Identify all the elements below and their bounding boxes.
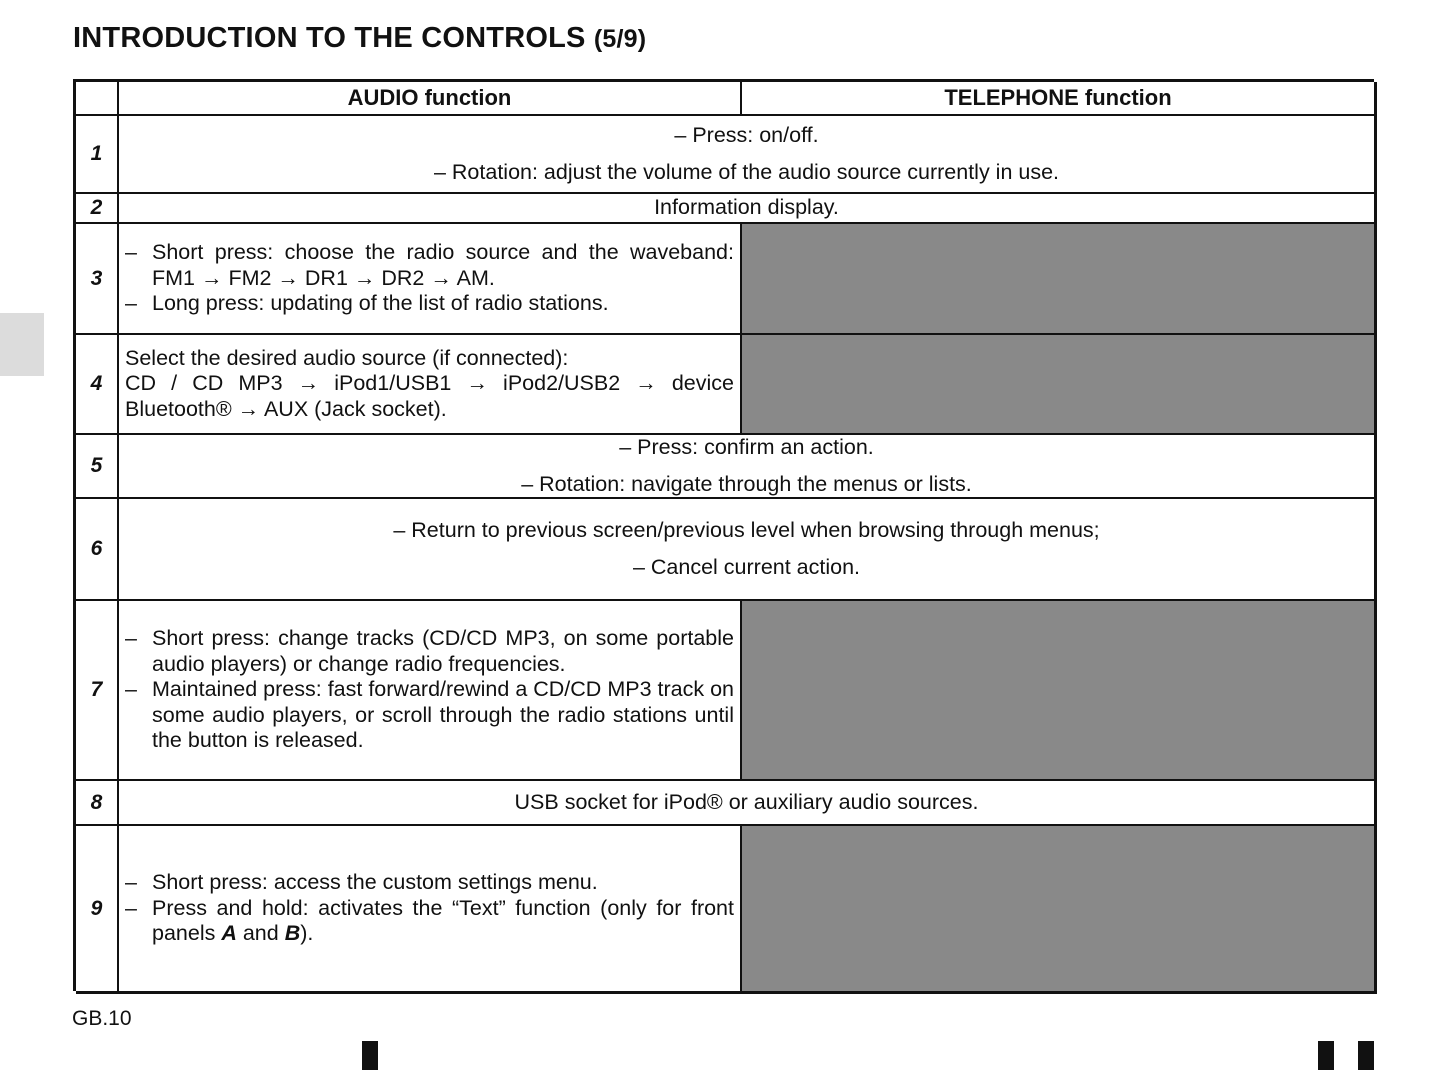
bullet-text: Maintained press: fast forward/rewind a CD/CD MP3 track on some audio players, or scroll through the radio stations until the button is released. [152, 677, 734, 753]
row-9-audio-description [119, 826, 742, 994]
bullet-text-before: Press and hold: activates the “Text” function (only for front panels [152, 895, 734, 946]
page-title-main: INTRODUCTION TO THE CONTROLS [73, 22, 586, 54]
header-number-cell [76, 82, 119, 116]
row-number-1: 1 [76, 116, 119, 194]
row-number-8: 8 [76, 781, 119, 826]
row-number-3: 3 [76, 224, 119, 335]
row-2-line: Information display. [654, 195, 839, 220]
row-number-7: 7 [76, 601, 119, 781]
bullet-dash: – [125, 677, 137, 702]
row-9-bullet-short-press [125, 870, 734, 896]
row-8-description [119, 781, 1377, 826]
row-7-bullet-maintained-press [125, 677, 734, 754]
row-9-telephone-empty [742, 826, 1377, 994]
row-8-line: USB socket for iPod® or auxiliary audio sources. [514, 789, 979, 814]
row-5-description [119, 435, 1377, 499]
row-5-line-rotation: – Rotation: navigate through the menus or lists. [521, 471, 972, 496]
bullet-text: Short press: access the custom settings menu. [152, 870, 598, 895]
row-3-telephone-empty [742, 224, 1377, 335]
bullet-text [152, 896, 734, 947]
panel-a-label: A [221, 921, 237, 946]
row-3-audio-description [119, 224, 742, 335]
row-4-telephone-empty [742, 335, 1377, 435]
row-1-description [119, 116, 1377, 194]
header-telephone-function: TELEPHONE function [742, 82, 1377, 116]
bullet-text: Short press: choose the radio source and the waveband: FM1 → FM2 → DR1 → DR2 → AM. [152, 240, 734, 290]
panel-b-label: B [284, 921, 301, 946]
page-number: GB.10 [72, 1007, 132, 1030]
row-6-line-cancel: – Cancel current action. [632, 554, 861, 579]
page-title-part: (5/9) [593, 25, 647, 53]
crop-mark-right-2 [1358, 1041, 1374, 1070]
row-number-9: 9 [76, 826, 119, 994]
controls-table [73, 79, 1374, 991]
crop-mark-right-1 [1318, 1041, 1334, 1070]
bullet-dash: – [125, 870, 137, 895]
row-4-sources: CD / CD MP3 → iPod1/USB1 → iPod2/USB2 → device [125, 371, 734, 396]
row-5-line-press: – Press: confirm an action. [619, 435, 874, 459]
row-number-6: 6 [76, 499, 119, 601]
bullet-text-after: ). [300, 921, 314, 946]
row-7-audio-description [119, 601, 742, 781]
crop-mark-left [362, 1041, 378, 1070]
row-3-bullet-long-press [125, 291, 734, 317]
section-tab-marker [0, 313, 44, 376]
bullet-dash: – [125, 291, 137, 316]
row-3-bullet-short-press [125, 240, 734, 291]
bullet-dash: – [125, 895, 137, 920]
row-7-bullet-short-press [125, 626, 734, 677]
row-6-line-return: – Return to previous screen/previous level when browsing through menus; [393, 518, 1100, 542]
bullet-text: Short press: change tracks (CD/CD MP3, on some portable audio players) or change radio frequencies. [152, 626, 734, 676]
row-7-telephone-empty [742, 601, 1377, 781]
row-4-sources-end: Bluetooth® → AUX (Jack socket). [125, 396, 447, 421]
row-number-5: 5 [76, 435, 119, 499]
header-audio-function: AUDIO function [119, 82, 742, 116]
row-2-description [119, 194, 1377, 224]
bullet-text: Long press: updating of the list of radio stations. [152, 291, 609, 316]
row-9-bullet-press-and-hold [125, 896, 734, 947]
row-4-intro: Select the desired audio source (if connected): [125, 345, 569, 370]
row-1-line-rotation: – Rotation: adjust the volume of the audio source currently in use. [433, 159, 1060, 184]
bullet-text-and: and [236, 921, 285, 946]
row-1-line-press: – Press: on/off. [674, 123, 819, 147]
row-number-4: 4 [76, 335, 119, 435]
row-number-2: 2 [76, 194, 119, 224]
bullet-dash: – [125, 240, 137, 265]
row-6-description [119, 499, 1377, 601]
page-title [73, 22, 646, 55]
bullet-dash: – [125, 626, 137, 651]
row-4-audio-description [119, 335, 742, 435]
